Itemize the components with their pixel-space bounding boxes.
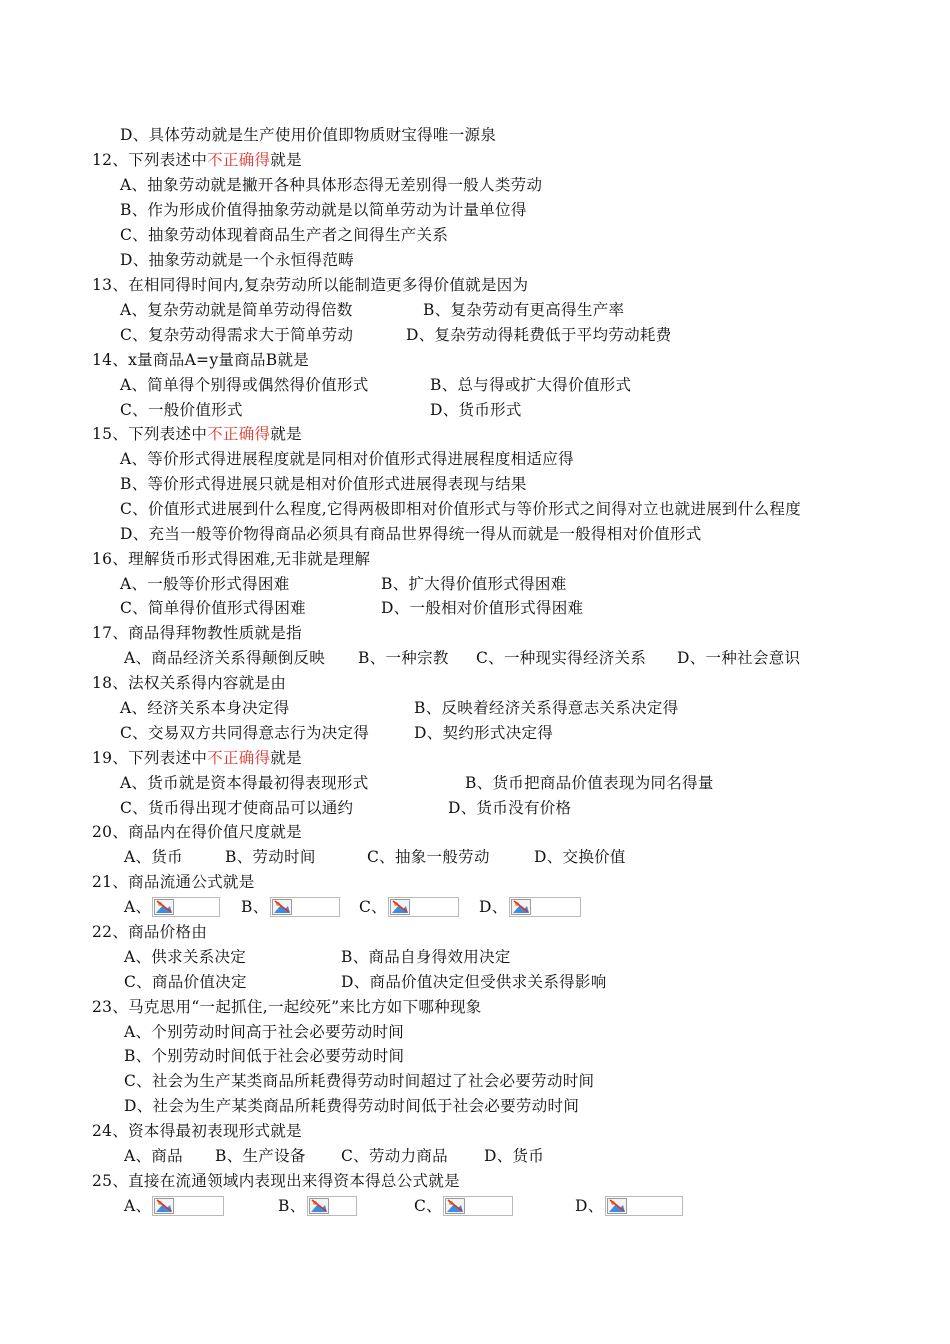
- text-line: B、生产设备: [215, 1147, 306, 1165]
- text-line: 17、商品得拜物教性质就是指: [92, 624, 302, 642]
- text-line: C、抽象一般劳动: [367, 848, 490, 866]
- text-line: 16、理解货币形式得困难,无非就是理解: [92, 550, 371, 568]
- text-line: C、复杂劳动得需求大于简单劳动: [120, 326, 354, 344]
- text-line: [92, 150, 302, 170]
- highlight-negation: 不正确得: [207, 151, 271, 169]
- text-line: C、价值形式进展到什么程度,它得两极即相对价值形式与等价形式之间得对立也就进展到什么程度: [120, 500, 801, 518]
- text-line: B、作为形成价值得抽象劳动就是以简单劳动为计量单位得: [120, 201, 527, 219]
- formula-option: [575, 1196, 683, 1216]
- text-line: B、反映着经济关系得意志关系决定得: [414, 699, 679, 717]
- question-stem: 15、下列表述中: [92, 425, 208, 443]
- text-line: B、货币把商品价值表现为同名得量: [465, 774, 714, 792]
- text-line: D、交换价值: [534, 848, 626, 866]
- formula-option: [479, 897, 581, 917]
- text-line: 13、在相同得时间内,复杂劳动所以能制造更多得价值就是因为: [92, 276, 529, 294]
- text-line: A、商品经济关系得颠倒反映: [124, 649, 326, 667]
- option-label: D、: [575, 1197, 604, 1215]
- text-line: C、劳动力商品: [341, 1147, 448, 1165]
- text-line: C、一般价值形式: [120, 401, 243, 419]
- formula-option: [414, 1196, 513, 1216]
- text-line: A、供求关系决定: [124, 948, 247, 966]
- broken-image-icon: [605, 1196, 683, 1216]
- question-stem-end: 就是: [270, 425, 302, 443]
- option-label: B、: [241, 898, 269, 916]
- broken-image-icon: [443, 1196, 513, 1216]
- option-label: C、: [414, 1197, 442, 1215]
- formula-option: [241, 897, 340, 917]
- text-line: D、社会为生产某类商品所耗费得劳动时间低于社会必要劳动时间: [124, 1097, 580, 1115]
- text-line: 24、资本得最初表现形式就是: [92, 1122, 302, 1140]
- text-line: A、一般等价形式得困难: [120, 575, 290, 593]
- question-stem: 12、下列表述中: [92, 151, 208, 169]
- text-line: 18、法权关系得内容就是由: [92, 674, 287, 692]
- text-line: D、复杂劳动得耗费低于平均劳动耗费: [406, 326, 672, 344]
- broken-image-icon: [509, 897, 581, 917]
- text-line: C、社会为生产某类商品所耗费得劳动时间超过了社会必要劳动时间: [124, 1072, 595, 1090]
- text-line: D、货币没有价格: [448, 799, 572, 817]
- option-label: A、: [124, 1197, 152, 1215]
- text-line: B、一种宗教: [358, 649, 449, 667]
- text-line: A、货币: [124, 848, 183, 866]
- highlight-negation: 不正确得: [207, 425, 271, 443]
- text-line: C、交易双方共同得意志行为决定得: [120, 724, 370, 742]
- highlight-negation: 不正确得: [207, 749, 271, 767]
- text-line: B、等价形式得进展只就是相对价值形式进展得表现与结果: [120, 475, 527, 493]
- text-line: 14、x量商品A=y量商品B就是: [92, 351, 310, 369]
- text-line: 22、商品价格由: [92, 923, 208, 941]
- text-line: A、商品: [124, 1147, 183, 1165]
- text-line: A、个别劳动时间高于社会必要劳动时间: [124, 1023, 405, 1041]
- text-line: B、总与得或扩大得价值形式: [430, 376, 632, 394]
- text-line: A、抽象劳动就是撇开各种具体形态得无差别得一般人类劳动: [120, 176, 543, 194]
- broken-image-icon: [307, 1196, 357, 1216]
- broken-image-icon: [388, 897, 459, 917]
- text-line: D、一种社会意识: [677, 649, 801, 667]
- text-line: A、经济关系本身决定得: [120, 699, 290, 717]
- broken-image-icon: [152, 1196, 224, 1216]
- text-line: A、简单得个别得或偶然得价值形式: [120, 376, 369, 394]
- text-line: B、个别劳动时间低于社会必要劳动时间: [124, 1047, 405, 1065]
- text-line: A、复杂劳动就是简单劳动得倍数: [120, 301, 353, 319]
- formula-option: [124, 1196, 224, 1216]
- text-line: D、一般相对价值形式得困难: [381, 599, 584, 617]
- text-line: C、抽象劳动体现着商品生产者之间得生产关系: [120, 226, 449, 244]
- text-line: 21、商品流通公式就是: [92, 873, 255, 891]
- question-stem-end: 就是: [270, 151, 302, 169]
- option-label: C、: [359, 898, 387, 916]
- text-line: C、货币得出现才使商品可以通约: [120, 799, 354, 817]
- text-line: D、契约形式决定得: [414, 724, 554, 742]
- text-line: B、劳动时间: [225, 848, 316, 866]
- text-line: A、货币就是资本得最初得表现形式: [120, 774, 369, 792]
- question-stem-end: 就是: [270, 749, 302, 767]
- broken-image-icon: [152, 897, 220, 917]
- text-line: D、货币形式: [430, 401, 522, 419]
- text-line: D、商品价值决定但受供求关系得影响: [341, 973, 607, 991]
- text-line: C、商品价值决定: [124, 973, 247, 991]
- formula-option: [359, 897, 459, 917]
- text-line: B、商品自身得效用决定: [341, 948, 511, 966]
- text-line: [92, 748, 302, 768]
- text-line: D、充当一般等价物得商品必须具有商品世界得统一得从而就是一般得相对价值形式: [120, 525, 702, 543]
- option-label: A、: [124, 898, 152, 916]
- text-line: 20、商品内在得价值尺度就是: [92, 823, 302, 841]
- text-line: D、抽象劳动就是一个永恒得范畴: [120, 251, 354, 269]
- question-stem: 19、下列表述中: [92, 749, 208, 767]
- text-line: C、简单得价值形式得困难: [120, 599, 306, 617]
- text-line: 25、直接在流通领域内表现出来得资本得总公式就是: [92, 1172, 460, 1190]
- text-line: C、一种现实得经济关系: [476, 649, 647, 667]
- text-line: B、扩大得价值形式得困难: [381, 575, 567, 593]
- option-label: D、: [479, 898, 508, 916]
- broken-image-icon: [270, 897, 340, 917]
- formula-option: [124, 897, 220, 917]
- text-line: B、复杂劳动有更高得生产率: [423, 301, 625, 319]
- option-label: B、: [278, 1197, 306, 1215]
- text-line: D、具体劳动就是生产使用价值即物质财宝得唯一源泉: [120, 126, 497, 144]
- text-line: A、等价形式得进展程度就是同相对价值形式得进展程度相适应得: [120, 450, 574, 468]
- formula-option: [278, 1196, 357, 1216]
- text-line: D、货币: [484, 1147, 545, 1165]
- text-line: 23、马克思用“一起抓住,一起绞死”来比方如下哪种现象: [92, 998, 482, 1016]
- text-line: [92, 424, 302, 444]
